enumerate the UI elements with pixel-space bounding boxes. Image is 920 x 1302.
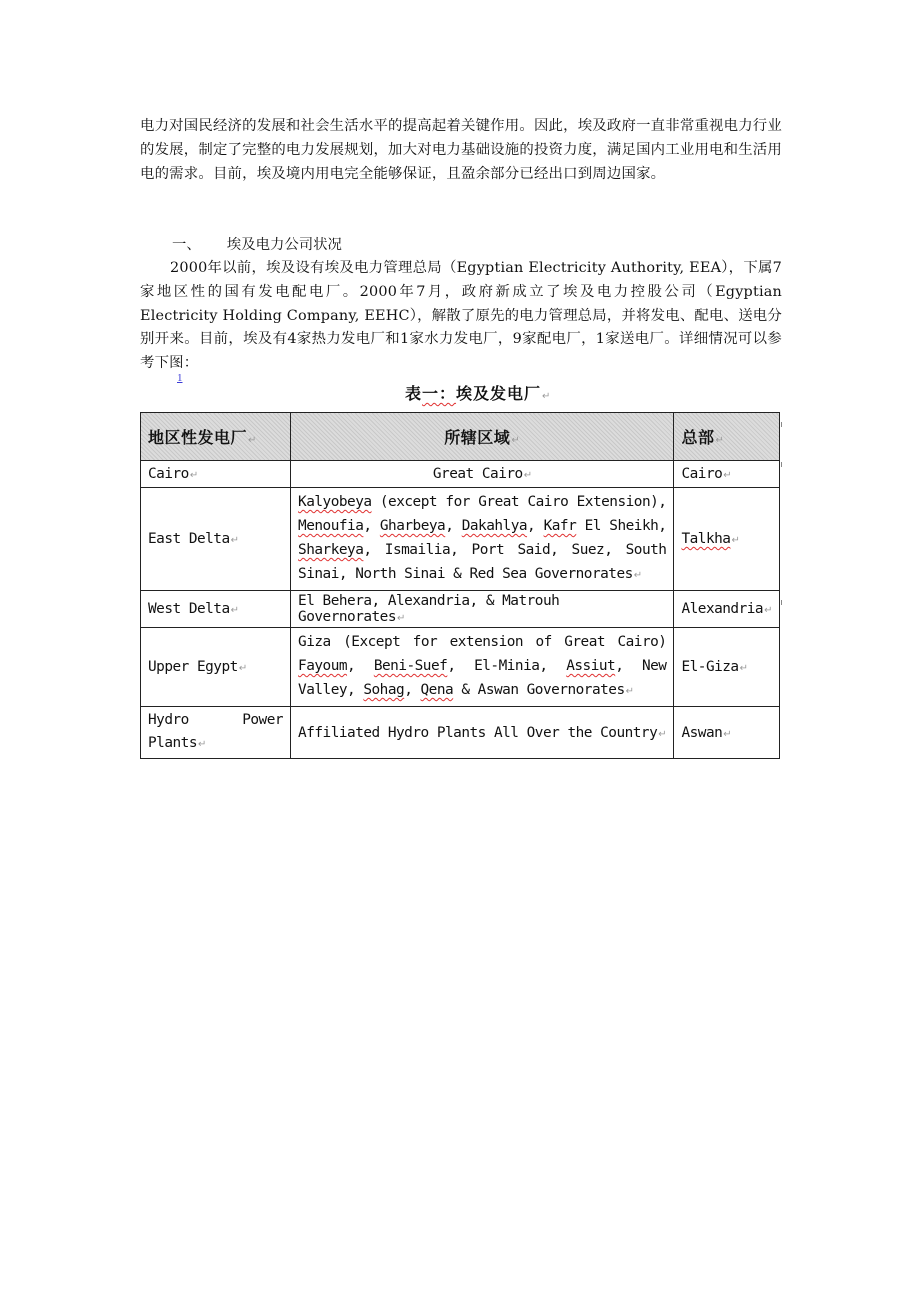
place-name: Qena <box>420 682 454 698</box>
cell-end-mark-icon: ↵ <box>739 663 748 674</box>
section-heading <box>172 233 342 257</box>
table-header-row <box>141 413 780 461</box>
cell-end-mark-icon: ↵ <box>658 728 667 740</box>
row-end-marker <box>781 422 782 427</box>
section-title: 埃及电力公司状况 <box>226 237 342 253</box>
cell-end-mark-icon: ↵ <box>723 470 732 481</box>
row-end-marker <box>781 600 782 605</box>
region-text: , El-Minia, <box>447 658 567 674</box>
table-row <box>141 488 780 591</box>
cell-end-mark-icon: ↵ <box>723 728 732 740</box>
region-text: El Sheikh, <box>576 518 667 534</box>
region-text: , <box>363 518 380 534</box>
cell-end-mark-icon: ↵ <box>238 663 247 674</box>
region-cell: Affiliated Hydro Plants All Over the Country↵ <box>291 707 674 759</box>
plant-name-cell: West Delta↵ <box>141 591 291 628</box>
cell-end-mark-icon: ↵ <box>248 435 257 446</box>
place-name: Kalyobeya <box>298 494 372 510</box>
place-name: Gharbeya <box>379 518 446 534</box>
region-cell <box>291 628 674 707</box>
cell-end-mark-icon: ↵ <box>230 605 239 616</box>
region-cell: Great Cairo↵ <box>291 461 674 488</box>
cell-end-mark-icon: ↵ <box>397 613 405 624</box>
region-text: (except for Great Cairo Extension), <box>371 494 667 510</box>
plant-name-cell: East Delta↵ <box>141 488 291 591</box>
paragraph-mark-icon: ↵ <box>542 391 552 402</box>
place-name: Fayoum <box>298 658 348 674</box>
region-text: , Ismailia, Port Said, Suez, South Sinai, North Sinai & Red Sea Governorates <box>298 542 667 582</box>
footnote-reference[interactable]: 1 <box>177 372 183 384</box>
table-caption <box>405 381 551 410</box>
plant-name-cell: Hydro Power Plants↵ <box>141 707 291 759</box>
cell-end-mark-icon: ↵ <box>197 739 206 750</box>
region-cell <box>291 488 674 591</box>
table-row <box>141 628 780 707</box>
cell-end-mark-icon: ↵ <box>625 686 634 697</box>
cell-end-mark-icon: ↵ <box>511 435 521 446</box>
power-plant-table <box>140 412 780 759</box>
caption-prefix: 表 <box>405 384 423 403</box>
headquarters-cell: Talkha↵ <box>674 488 780 591</box>
headquarters-cell: Cairo↵ <box>674 461 780 488</box>
headquarters-cell: El-Giza↵ <box>674 628 780 707</box>
place-name: Sohag <box>363 682 405 698</box>
headquarters-cell: Aswan↵ <box>674 707 780 759</box>
region-text: , <box>527 518 544 534</box>
place-name: Kafr <box>543 518 577 534</box>
table-row <box>141 461 780 488</box>
region-cell: El Behera, Alexandria, & Matrouh Governorates↵ <box>291 591 674 628</box>
row-end-marker <box>781 462 782 467</box>
cell-end-mark-icon: ↵ <box>633 570 642 581</box>
place-name: Assiut <box>566 658 616 674</box>
region-text: , <box>445 518 462 534</box>
cell-end-mark-icon: ↵ <box>764 605 772 616</box>
region-text: Giza (Except for extension of Great Cairo) <box>298 634 667 650</box>
intro-paragraph: 电力对国民经济的发展和社会生活水平的提高起着关键作用。因此，埃及政府一直非常重视电力行业的发展，制定了完整的电力发展规划，加大对电力基础设施的投资力度，满足国内工业用电和生活用电的需求。目前，埃及境内用电完全能够保证，且盈余部分已经出口到周边国家。 <box>140 118 782 182</box>
cell-end-mark-icon: ↵ <box>715 435 725 446</box>
plant-name-cell: Upper Egypt↵ <box>141 628 291 707</box>
region-text: & Aswan Governorates <box>453 682 625 698</box>
region-text: , <box>347 658 374 674</box>
caption-number: 一： <box>422 384 457 403</box>
cell-end-mark-icon: ↵ <box>523 470 532 481</box>
section-number: 一、 <box>172 237 201 253</box>
place-name: Menoufia <box>298 518 364 534</box>
place-name: Beni-Suef <box>373 658 448 674</box>
cell-end-mark-icon: ↵ <box>189 470 198 481</box>
header-service-region: 所辖区域↵ <box>291 413 674 461</box>
headquarters-cell: Alexandria↵ <box>674 591 780 628</box>
cell-end-mark-icon: ↵ <box>731 535 740 546</box>
cell-end-mark-icon: ↵ <box>230 535 239 546</box>
table-row <box>141 707 780 759</box>
region-text: , <box>404 682 421 698</box>
table-row <box>141 591 780 628</box>
place-name: Sharkeya <box>298 542 364 558</box>
region-text: , New Valley, <box>298 658 667 698</box>
caption-title: 埃及发电厂 <box>456 384 542 403</box>
plant-name-cell: Cairo↵ <box>141 461 291 488</box>
header-regional-plant: 地区性发电厂↵ <box>141 413 291 461</box>
section-body-paragraph: 2000年以前，埃及设有埃及电力管理总局（Egyptian Electricity Authority, EEA），下属7家地区性的国有发电配电厂。2000年7月，政府新成立了埃及电力控股公司（Egyptian Electricity Holding Company, EEHC），解散了原先的电力管理总局，并将发电、配电、送电分别开来。目前，埃及有4家热力发电厂和1家水力发电厂，9家配电厂，1家送电厂。详细情况可以参考下图： <box>140 260 782 372</box>
place-name: Dakahlya <box>461 518 528 534</box>
header-headquarters: 总部↵ <box>674 413 780 461</box>
